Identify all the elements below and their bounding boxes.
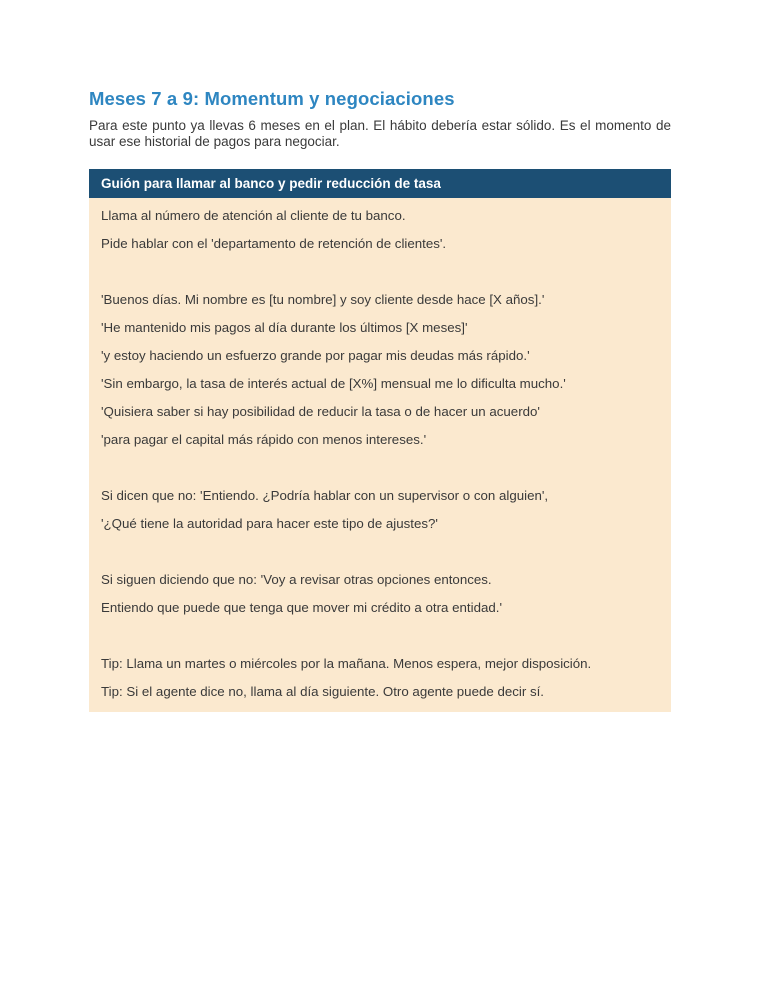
script-line: 'He mantenido mis pagos al día durante los últimos [X meses]' [101, 320, 468, 335]
call-script-body [89, 198, 671, 712]
script-tip-line: Tip: Llama un martes o miércoles por la mañana. Menos espera, mejor disposición. [101, 656, 592, 671]
script-line: Si dicen que no: 'Entiendo. ¿Podría hablar con un supervisor o con alguien', [101, 488, 549, 503]
script-line: '¿Qué tiene la autoridad para hacer este tipo de ajustes?' [101, 516, 438, 531]
section-intro: Para este punto ya llevas 6 meses en el plan. El hábito debería estar sólido. Es el momento de usar ese historial de pagos para negociar. [89, 118, 671, 149]
script-blank-line [101, 538, 659, 566]
script-line: 'y estoy haciendo un esfuerzo grande por pagar mis deudas más rápido.' [101, 348, 530, 363]
call-script-box [89, 169, 671, 712]
section-title: Meses 7 a 9: Momentum y negociaciones [89, 88, 455, 109]
script-tip-line: Tip: Si el agente dice no, llama al día siguiente. Otro agente puede decir sí. [101, 684, 545, 699]
script-blank-line [101, 622, 659, 650]
script-blank-line [101, 258, 659, 286]
script-line: Si siguen diciendo que no: 'Voy a revisar otras opciones entonces. [101, 572, 492, 587]
script-line: Entiendo que puede que tenga que mover mi crédito a otra entidad.' [101, 600, 502, 615]
script-line: 'Buenos días. Mi nombre es [tu nombre] y soy cliente desde hace [X años].' [101, 292, 545, 307]
script-blank-line [101, 454, 659, 482]
script-line: 'Quisiera saber si hay posibilidad de reducir la tasa o de hacer un acuerdo' [101, 404, 540, 419]
script-line: Pide hablar con el 'departamento de retención de clientes'. [101, 236, 447, 251]
document-page [89, 86, 671, 712]
script-line: 'Sin embargo, la tasa de interés actual de [X%] mensual me lo dificulta mucho.' [101, 376, 566, 391]
script-line: Llama al número de atención al cliente de tu banco. [101, 208, 406, 223]
call-script-header: Guión para llamar al banco y pedir reducción de tasa [89, 169, 671, 198]
script-line: 'para pagar el capital más rápido con menos intereses.' [101, 432, 427, 447]
